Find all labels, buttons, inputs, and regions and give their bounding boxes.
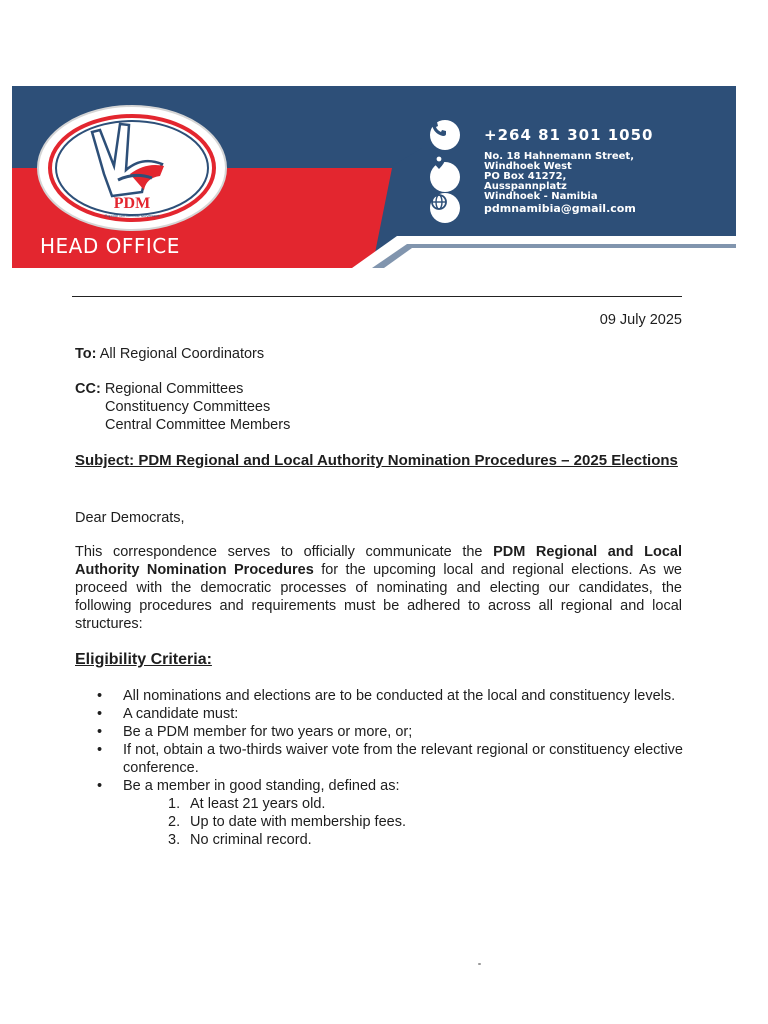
cc-item: Central Committee Members (105, 417, 291, 433)
cc-item: Regional Committees (104, 381, 244, 397)
recipient-line (75, 345, 264, 363)
contact-email (430, 193, 636, 223)
header-divider (72, 296, 682, 297)
sub-list-container (97, 795, 683, 849)
item-text: At least 21 years old. (190, 796, 326, 812)
list-item: • If not, obtain a two-thirds waiver vote from the relevant regional or constituency elective conference. (97, 741, 683, 777)
to-label: To: (75, 346, 97, 362)
letterhead-banner (12, 86, 736, 268)
address-line: Ausspannplatz (484, 181, 567, 192)
list-item: • Be a PDM member for two years or more, or; (97, 723, 683, 741)
good-standing-list (97, 795, 683, 849)
item-number: 2. (168, 814, 181, 830)
to-value: All Regional Coordinators (96, 346, 265, 362)
para-text: for the upcoming local and regional elections. As we proceed with the democratic processes of nominating and electing our candidates, the following procedures and requirements must be adhered to across all regional and local structures: (75, 562, 682, 632)
pdm-logo (34, 104, 230, 236)
item-number: 3. (168, 832, 181, 848)
numbered-item (168, 795, 683, 813)
cc-item: Constituency Committees (105, 399, 271, 415)
numbered-item (168, 813, 683, 831)
cc-label: CC: (75, 381, 101, 397)
globe-icon (430, 193, 460, 223)
salutation: Dear Democrats, (75, 510, 185, 526)
contact-phone (430, 120, 653, 150)
address-line: Windhoek West (484, 161, 572, 172)
svg-text:PDM: PDM (113, 195, 151, 212)
svg-text:Popular Democratic Movement: Popular Democratic Movement (104, 213, 160, 218)
item-text: Up to date with membership fees. (190, 814, 406, 830)
numbered-item (168, 831, 683, 849)
cc-block (75, 380, 290, 434)
address-line: Windhoek - Namibia (484, 191, 598, 202)
subject-line: Subject: PDM Regional and Local Authority Nomination Procedures – 2025 Elections (75, 452, 678, 469)
eligibility-heading: Eligibility Criteria: (75, 651, 212, 668)
phone-number: +264 81 301 1050 (484, 126, 654, 144)
para-text: This correspondence serves to officially communicate the (75, 544, 494, 560)
phone-icon (430, 120, 460, 150)
eligibility-list (97, 687, 683, 849)
item-text: No criminal record. (190, 832, 312, 848)
list-item: • Be a member in good standing, defined as: (97, 777, 683, 795)
intro-paragraph (75, 543, 682, 633)
list-item: • A candidate must: (97, 705, 683, 723)
scan-speck (478, 963, 481, 965)
list-item: • All nominations and elections are to be conducted at the local and constituency levels. (97, 687, 683, 705)
letter-date: 09 July 2025 (599, 312, 682, 328)
head-office-label: HEAD OFFICE (40, 234, 180, 258)
address-line: No. 18 Hahnemann Street, (484, 151, 634, 162)
item-number: 1. (168, 796, 181, 812)
location-pin-icon (430, 162, 460, 192)
email-address: pdmnamibia@gmail.com (484, 201, 636, 215)
address-line: PO Box 41272, (484, 171, 567, 182)
para-bold-text: PDM Regional and Local Authority Nomination Procedures (75, 544, 682, 578)
